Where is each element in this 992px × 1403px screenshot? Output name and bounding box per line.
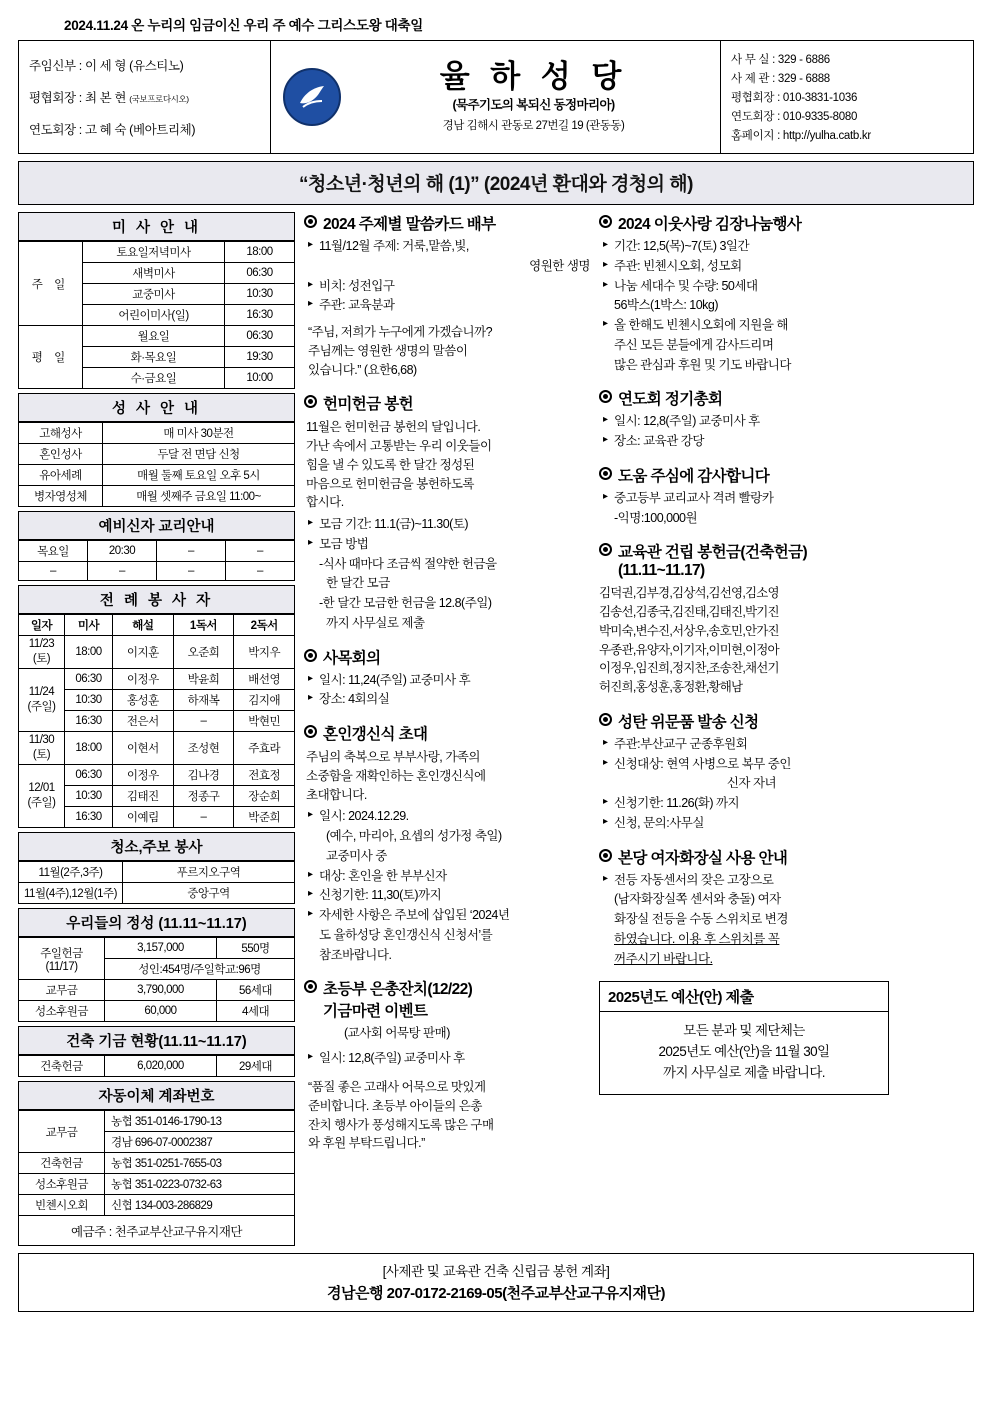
table-row: [19, 883, 295, 904]
list-item: 참조바랍니다.: [319, 947, 392, 962]
liturgy-mass: 16:30: [65, 711, 113, 732]
notice-items: [304, 671, 590, 710]
liturgy-date-sub: (주일): [27, 797, 56, 809]
liturgy-c2: 정종구: [173, 786, 234, 807]
notice-title-line3: (교사회 어묵탕 판매): [344, 1026, 450, 1041]
catechumen-cell: –: [19, 562, 88, 581]
table-row: [19, 562, 295, 581]
liturgy-c2: 하재복: [173, 690, 234, 711]
notice-items: [599, 237, 889, 374]
notice-items: [304, 807, 590, 964]
dove-logo-icon: [283, 68, 341, 126]
notice-elementary-event: [304, 977, 590, 1153]
offering-name-main: 주일헌금: [40, 947, 83, 960]
list-item: ▸ 모금 기간: 11.1(금)~11.30(토): [308, 515, 590, 534]
notice-items: [599, 412, 889, 451]
notice-title: [599, 464, 889, 486]
list-item: ▸ 비치: 성전입구: [308, 277, 590, 296]
staff-sub-1: (국보프로다시오): [129, 94, 189, 104]
table-row: [19, 1153, 295, 1174]
notice-marriage-renewal: [304, 722, 590, 964]
list-item: ▸ 전등 자동센서의 잦은 고장으로: [603, 871, 889, 890]
contact-line-0: 사 무 실 : 329 - 6886: [731, 54, 830, 66]
notice-title: [304, 722, 590, 744]
table-row: [19, 326, 295, 347]
list-item: ▸ 신청대상: 현역 사병으로 복무 중인: [603, 755, 889, 774]
list-item: ▸ 일시: 11,24(주일) 교중미사 후: [308, 671, 590, 690]
table-row: [19, 423, 295, 444]
liturgy-c1: 홍성훈: [113, 690, 174, 711]
list-item: ▸ 장소: 교육관 강당: [603, 432, 889, 451]
budget-body: 모든 분과 및 제단체는 2025년도 예산(안)을 11월 30일 까지 사무실로 제출 바랍니다.: [658, 1023, 830, 1081]
sacrament-table: [18, 422, 295, 507]
table-row: [19, 1195, 295, 1216]
liturgy-mass: 10:30: [65, 786, 113, 807]
bullet-circle-icon: [304, 980, 317, 993]
liturgy-date-main: 11/24: [28, 686, 55, 698]
liturgy-header: 해설: [113, 615, 174, 636]
list-item: [603, 930, 889, 949]
mass-info-title: 미 사 안 내: [18, 212, 295, 241]
budget-submission-box: [599, 981, 889, 1095]
church-address: 경남 김해시 관동로 27번길 19 (관동동): [442, 120, 625, 133]
notice-christmas-gift: [599, 710, 889, 833]
notice-title-text: 도움 주심에 감사합니다: [618, 467, 770, 485]
building-fund-amount: 6,020,000: [105, 1056, 217, 1077]
table-row: [19, 636, 295, 669]
sacrament-name: 병자영성체: [19, 486, 103, 507]
table-row: [19, 1056, 295, 1077]
offering-name: 성소후원금: [19, 1001, 105, 1022]
liturgy-header: 일자: [19, 615, 65, 636]
bullet-circle-icon: [304, 395, 317, 408]
notice-body: 주님의 축복으로 부부사랑, 가족의 소중함을 재확인하는 혼인갱신식에 초대합니다.: [306, 750, 486, 802]
list-item: -익명:100,000원: [614, 510, 698, 525]
list-item: ▸ 일시: 2024.12.29.: [308, 807, 590, 826]
building-fund-title: 건축 기금 현황(11.11~11.17): [18, 1026, 295, 1055]
table-row: [19, 486, 295, 507]
liturgy-c3: 박현민: [234, 711, 295, 732]
list-item: ▸ 나눔 세대수 및 수량: 50세대: [603, 277, 889, 296]
notice-title-text: 2024 이웃사랑 김장나눔행사: [618, 216, 802, 233]
account-holder: 예금주 : 천주교부산교구유지재단: [19, 1216, 295, 1246]
liturgy-date-main: 11/30: [28, 734, 55, 746]
liturgy-mass: 18:00: [65, 636, 113, 669]
cleaning-area: 푸르지오구역: [123, 862, 295, 883]
notice-restroom: [599, 846, 889, 969]
list-item: ▸ 기간: 12,5(목)~7(토) 3일간: [603, 237, 889, 256]
liturgy-header: 1독서: [173, 615, 234, 636]
sacrament-value: 두달 전 면담 신청: [103, 444, 295, 465]
mass-time: 16:30: [225, 305, 295, 326]
notice-title-text: 사목회의: [323, 649, 381, 667]
left-column: [18, 212, 295, 1246]
catechumen-cell: –: [157, 541, 226, 562]
mass-name: 새벽미사: [83, 263, 225, 284]
liturgy-header: 미사: [65, 615, 113, 636]
offering-title: 우리들의 정성 (11.11~11.17): [18, 908, 295, 937]
sacrament-value: 매월 셋째주 금요일 11:00~: [103, 486, 295, 507]
liturgy-date-sub: (토): [32, 653, 51, 665]
notice-items: [599, 735, 889, 833]
year-theme-banner: [18, 161, 974, 205]
bullet-circle-icon: [599, 849, 612, 862]
liturgy-c1: 이정우: [113, 765, 174, 786]
catechumen-cell: 목요일: [19, 541, 88, 562]
notice-title-text: 본당 여자화장실 사용 안내: [618, 849, 788, 867]
mass-time: 18:00: [225, 242, 295, 263]
account-number: 농협 351-0223-0732-63: [105, 1174, 295, 1195]
liturgy-c2: 박윤희: [173, 669, 234, 690]
liturgy-c1: 이정우: [113, 669, 174, 690]
mass-time: 10:00: [225, 368, 295, 389]
list-item: ▸ 신청, 문의:사무실: [603, 814, 889, 833]
list-item: 많은 관심과 후원 및 기도 바랍니다: [614, 357, 791, 372]
notice-title: [599, 212, 889, 234]
cleaning-title: 청소,주보 봉사: [18, 832, 295, 861]
contact-line-2: 평협회장 : 010-3831-1036: [731, 92, 858, 104]
offering-amount: 3,157,000: [105, 938, 217, 959]
mass-time: 10:30: [225, 284, 295, 305]
list-item: 까지 사무실로 제출: [326, 615, 425, 630]
contact-line-3: 연도회장 : 010-9335-8080: [731, 111, 858, 123]
notice-items: [599, 489, 889, 528]
table-row: [19, 765, 295, 786]
cleaning-period: 11월(2주,3주): [19, 862, 123, 883]
liturgy-c1: 전은서: [113, 711, 174, 732]
list-item: ▸ 11월/12월 주제: 거룩,맡씀,빛,: [308, 237, 590, 256]
header-staff: [19, 41, 271, 153]
table-row: [19, 242, 295, 263]
notice-title-text: 2024 주제별 말씀카드 배부: [323, 216, 496, 233]
notice-rice-offering: [304, 392, 590, 632]
notice-title: [304, 646, 590, 668]
notice-title: [599, 387, 889, 409]
notice-items: [304, 1049, 590, 1068]
accounts-table: [18, 1110, 295, 1246]
offering-amount: 3,790,000: [105, 980, 217, 1001]
sacrament-title: 성 사 안 내: [18, 393, 295, 422]
table-row: [19, 862, 295, 883]
account-name: 성소후원금: [19, 1174, 105, 1195]
liturgy-mass: 06:30: [65, 669, 113, 690]
liturgy-date-main: 12/01: [28, 782, 55, 794]
notice-title: [304, 212, 590, 234]
notice-items: [304, 237, 590, 315]
staff-row-1: [29, 88, 262, 106]
footer-line-2: 경남은행 207-0172-2169-05(천주교부산교구유지재단): [327, 1285, 665, 1302]
bullet-circle-icon: [304, 725, 317, 738]
notice-title-text: 교육관 건립 봉헌금(건축헌금): [618, 544, 808, 562]
footer-line-1: [사제관 및 교육관 건축 신립금 봉헌 계좌]: [382, 1264, 610, 1279]
list-item: ▸ 신청기한: 11.26(화) 까지: [603, 794, 889, 813]
list-item: ▸ 일시: 12,8(주일) 교중미사 후: [308, 1049, 590, 1068]
donor-names: 김덕권,김부경,김상석,김선영,김소영 김송선,김종국,김진태,김태진,박기진 박미숙,변수진,서상우,송호민,안가진 우종관,유양자,이기자,이미현,이정아 이정우,임진희,정지찬,조송찬,채선기 허진희,홍성훈,홍정환,황해남: [599, 586, 779, 694]
liturgy-c2: 조성현: [173, 732, 234, 765]
liturgy-mass: 18:00: [65, 732, 113, 765]
mass-name: 어린이미사(일): [83, 305, 225, 326]
catechumen-cell: –: [88, 562, 157, 581]
staff-value-1: 최 본 현: [84, 91, 127, 105]
middle-column: [302, 212, 592, 1246]
mass-info-table: [18, 241, 295, 389]
notice-kimchi-sharing: [599, 212, 889, 374]
offering-count: 4세대: [217, 1001, 295, 1022]
table-row: [19, 465, 295, 486]
liturgy-c3: 전효정: [234, 765, 295, 786]
sacrament-name: 유아세례: [19, 465, 103, 486]
mass-time: 06:30: [225, 326, 295, 347]
liturgy-date-sub: (주일): [27, 701, 56, 713]
table-header-row: [19, 615, 295, 636]
mass-name: 토요일저녁미사: [83, 242, 225, 263]
list-item: ▸ 모금 방법: [308, 535, 590, 554]
liturgy-c1: 이지훈: [113, 636, 174, 669]
accounts-title: 자동이체 계좌번호: [18, 1081, 295, 1110]
offering-count: 550명: [217, 938, 295, 959]
header-contacts: [721, 41, 973, 153]
account-number: 농협 351-0146-1790-13: [105, 1111, 295, 1132]
list-item: ▸ 신청기한: 11,30(토)까지: [308, 886, 590, 905]
liturgy-mass: 10:30: [65, 690, 113, 711]
list-item: 신자 자녀: [726, 776, 777, 791]
staff-row-0: [29, 56, 262, 74]
top-date: 2024.11.24 온 누리의 임금이신 우리 주 예수 그리스도왕 대축일: [64, 18, 423, 33]
year-theme-text: “청소년·청년의 해 (1)” (2024년 환대와 경청의 해): [299, 174, 693, 195]
liturgy-table: [18, 614, 295, 828]
list-item: 한 달간 모금: [326, 576, 390, 591]
staff-label-1: 평협회장 :: [29, 91, 82, 105]
list-item: ▸ 주관:부산교구 군종후원회: [603, 735, 889, 754]
notice-title: [599, 540, 889, 562]
mass-group-sunday: 주 일: [19, 242, 83, 326]
catechumen-cell: 20:30: [88, 541, 157, 562]
sacrament-name: 고해성사: [19, 423, 103, 444]
notice-items: [599, 871, 889, 969]
bullet-circle-icon: [599, 543, 612, 556]
budget-head: 2025년도 예산(안) 제출: [600, 982, 888, 1012]
footer-account-box: [18, 1253, 974, 1312]
restroom-underline-1: 하였습니다. 이용 후 스위치를 꼭: [614, 931, 780, 946]
staff-label-0: 주임신부 :: [29, 59, 82, 73]
liturgy-header: 2독서: [234, 615, 295, 636]
sacrament-value: 매월 둘째 토요일 오후 5시: [103, 465, 295, 486]
building-fund-table: [18, 1055, 295, 1077]
liturgy-c1: 이현서: [113, 732, 174, 765]
notice-yeondohoe-meeting: [599, 387, 889, 451]
church-subtitle: (묵주기도의 복되신 동정마리아): [452, 98, 615, 113]
list-item: 영원한 생명: [529, 258, 590, 273]
liturgy-date: [19, 765, 65, 828]
mass-name: 수·금요일: [83, 368, 225, 389]
list-item: (남자화장실쪽 센서와 충돌) 여자: [614, 892, 781, 907]
table-row: [19, 541, 295, 562]
staff-row-2: [29, 120, 262, 138]
notice-title: [599, 710, 889, 732]
catechumen-cell: –: [226, 562, 295, 581]
account-number: 경남 696-07-0002387: [105, 1132, 295, 1153]
building-fund-count: 29세대: [217, 1056, 295, 1077]
staff-label-2: 연도회장 :: [29, 123, 82, 137]
notice-building-offering: [599, 540, 889, 697]
notice-title-text: 성탄 위문품 발송 신청: [618, 713, 759, 731]
mass-group-weekday: 평 일: [19, 326, 83, 389]
notice-title-line2: 기금마련 이벤트: [323, 1003, 428, 1021]
liturgy-c3: 주효라: [234, 732, 295, 765]
notice-title-text: 헌미헌금 봉헌: [323, 396, 413, 414]
notice-title: [304, 977, 590, 999]
church-name: 율 하 성 당: [439, 58, 628, 94]
table-row: [19, 444, 295, 465]
catechumen-cell: –: [157, 562, 226, 581]
right-column: [599, 212, 889, 1246]
liturgy-date-main: 11/23: [28, 638, 55, 650]
list-item: ▸ 주관: 빈첸시오회, 성모회: [603, 257, 889, 276]
list-item: ▸ 자세한 사항은 주보에 삽입된 ‘2024년: [308, 906, 590, 925]
notice-word-cards: [304, 212, 590, 379]
bullet-circle-icon: [599, 467, 612, 480]
liturgy-c1: 김태진: [113, 786, 174, 807]
table-row: [19, 1111, 295, 1132]
notice-pastoral-meeting: [304, 646, 590, 710]
liturgy-c3: 장순희: [234, 786, 295, 807]
staff-value-2: 고 혜 숙 (베아트리체): [84, 123, 196, 137]
list-item: ▸ 장소: 4회의실: [308, 690, 590, 709]
notice-items: [304, 515, 590, 633]
notice-title: [599, 846, 889, 868]
list-item: ▸ 중고등부 교리교사 격려 빨랑카: [603, 489, 889, 508]
liturgy-title: 전 례 봉 사 자: [18, 585, 295, 614]
account-name: 건축헌금: [19, 1153, 105, 1174]
notice-body: 11월은 헌미헌금 봉헌의 달입니다. 가난 속에서 고통받는 우리 이웃들이 힘을 낼 수 있도록 한 달간 정성된 마음으로 헌미헌금을 봉헌하도록 합시다.: [306, 420, 492, 510]
liturgy-c3: 배선영: [234, 669, 295, 690]
offering-subnote: 성인:454명/주일학교:96명: [105, 959, 295, 980]
list-item: ▸ 대상: 혼인을 한 부부신자: [308, 867, 590, 886]
account-name: 교무금: [19, 1111, 105, 1153]
header-identity: [271, 41, 721, 153]
cleaning-period: 11월(4주),12월(1주): [19, 883, 123, 904]
liturgy-mass: 16:30: [65, 807, 113, 828]
notice-quote: “품질 좋은 고래사 어묵으로 맛있게 준비합니다. 초등부 아이들의 은총 잔치 행사가 풍성해지도록 많은 구매 와 후원 부탁드립니다.”: [308, 1080, 494, 1151]
list-item: ▸ 일시: 12,8(주일) 교중미사 후: [603, 412, 889, 431]
list-item: -한 달간 모금한 헌금을 12.8(주일): [319, 596, 492, 610]
bullet-circle-icon: [304, 649, 317, 662]
list-item: 도 율하성당 혼인갱신식 신청서’를: [319, 927, 493, 942]
table-row: [19, 938, 295, 959]
liturgy-c2: 김나경: [173, 765, 234, 786]
liturgy-c3: 박지우: [234, 636, 295, 669]
building-fund-name: 건축헌금: [19, 1056, 105, 1077]
catechumen-title: 예비신자 교리안내: [18, 511, 295, 540]
liturgy-c2: –: [173, 711, 234, 732]
account-number: 신협 134-003-286829: [105, 1195, 295, 1216]
notice-title-text: 초등부 은총잔치(12/22): [323, 981, 473, 999]
notice-thanks-donation: [599, 464, 889, 528]
cleaning-area: 중앙구역: [123, 883, 295, 904]
header: [18, 40, 974, 154]
liturgy-c3: 박준희: [234, 807, 295, 828]
bullet-circle-icon: [599, 390, 612, 403]
liturgy-mass: 06:30: [65, 765, 113, 786]
liturgy-c2: –: [173, 807, 234, 828]
table-row: [19, 1216, 295, 1246]
cleaning-table: [18, 861, 295, 904]
offering-amount: 60,000: [105, 1001, 217, 1022]
notice-title: [304, 392, 590, 414]
mass-name: 화·목요일: [83, 347, 225, 368]
table-row: [19, 1001, 295, 1022]
contact-line-4[interactable]: 홈페이지 : http://yulha.catb.kr: [731, 130, 871, 142]
account-number: 농협 351-0251-7655-03: [105, 1153, 295, 1174]
restroom-underline-2: 꺼주시기 바랍니다.: [614, 951, 713, 966]
mass-time: 19:30: [225, 347, 295, 368]
table-row: [19, 980, 295, 1001]
bullet-circle-icon: [599, 713, 612, 726]
offering-name: 교무금: [19, 980, 105, 1001]
list-item: ▸ 올 한해도 빈첸시오회에 지원을 해: [603, 316, 889, 335]
list-item: 주신 모든 분들에게 감사드리며: [614, 337, 774, 352]
liturgy-c1: 이예림: [113, 807, 174, 828]
list-item: ▸ 주관: 교육분과: [308, 296, 590, 315]
notice-title-text: 연도회 정기총회: [618, 391, 723, 409]
bullet-circle-icon: [599, 215, 612, 228]
staff-value-0: 이 세 형 (유스티노): [84, 59, 184, 73]
liturgy-date: [19, 636, 65, 669]
catechumen-cell: –: [226, 541, 295, 562]
table-row: [19, 669, 295, 690]
table-row: [19, 1174, 295, 1195]
offering-name: [19, 938, 105, 980]
offering-name-sub: (11/17): [45, 960, 78, 973]
liturgy-date: [19, 732, 65, 765]
liturgy-c3: 김지애: [234, 690, 295, 711]
offering-count: 56세대: [217, 980, 295, 1001]
list-item: 56박스(1박스: 10kg): [614, 298, 719, 313]
account-name: 빈첸시오회: [19, 1195, 105, 1216]
mass-name: 월요일: [83, 326, 225, 347]
sacrament-value: 매 미사 30분전: [103, 423, 295, 444]
list-item: -식사 때마다 조금씩 절약한 헌금을: [319, 556, 497, 571]
notice-title-text: 혼인갱신식 초대: [323, 726, 428, 743]
catechumen-table: [18, 540, 295, 581]
table-row: [19, 732, 295, 765]
offering-table: [18, 937, 295, 1022]
liturgy-date: [19, 669, 65, 732]
list-item: (예수, 마리아, 요셉의 성가정 축일): [326, 829, 502, 843]
bullet-circle-icon: [304, 215, 317, 228]
mass-time: 06:30: [225, 263, 295, 284]
notice-quote: “주님, 저희가 누구에게 가겠습니까? 주님께는 영원한 생명의 말씀이 있습니다.” (요한6,68): [308, 325, 493, 377]
mass-name: 교중미사: [83, 284, 225, 305]
list-item: 교중미사 중: [326, 848, 387, 863]
list-item: 화장실 전등을 수동 스위치로 변경: [614, 912, 788, 926]
liturgy-c2: 오준희: [173, 636, 234, 669]
contact-line-1: 사 제 관 : 329 - 6888: [731, 73, 830, 85]
liturgy-date-sub: (토): [32, 749, 51, 761]
list-item: [603, 950, 889, 969]
sacrament-name: 혼인성사: [19, 444, 103, 465]
notice-subtitle: (11.11~11.17): [618, 562, 705, 580]
